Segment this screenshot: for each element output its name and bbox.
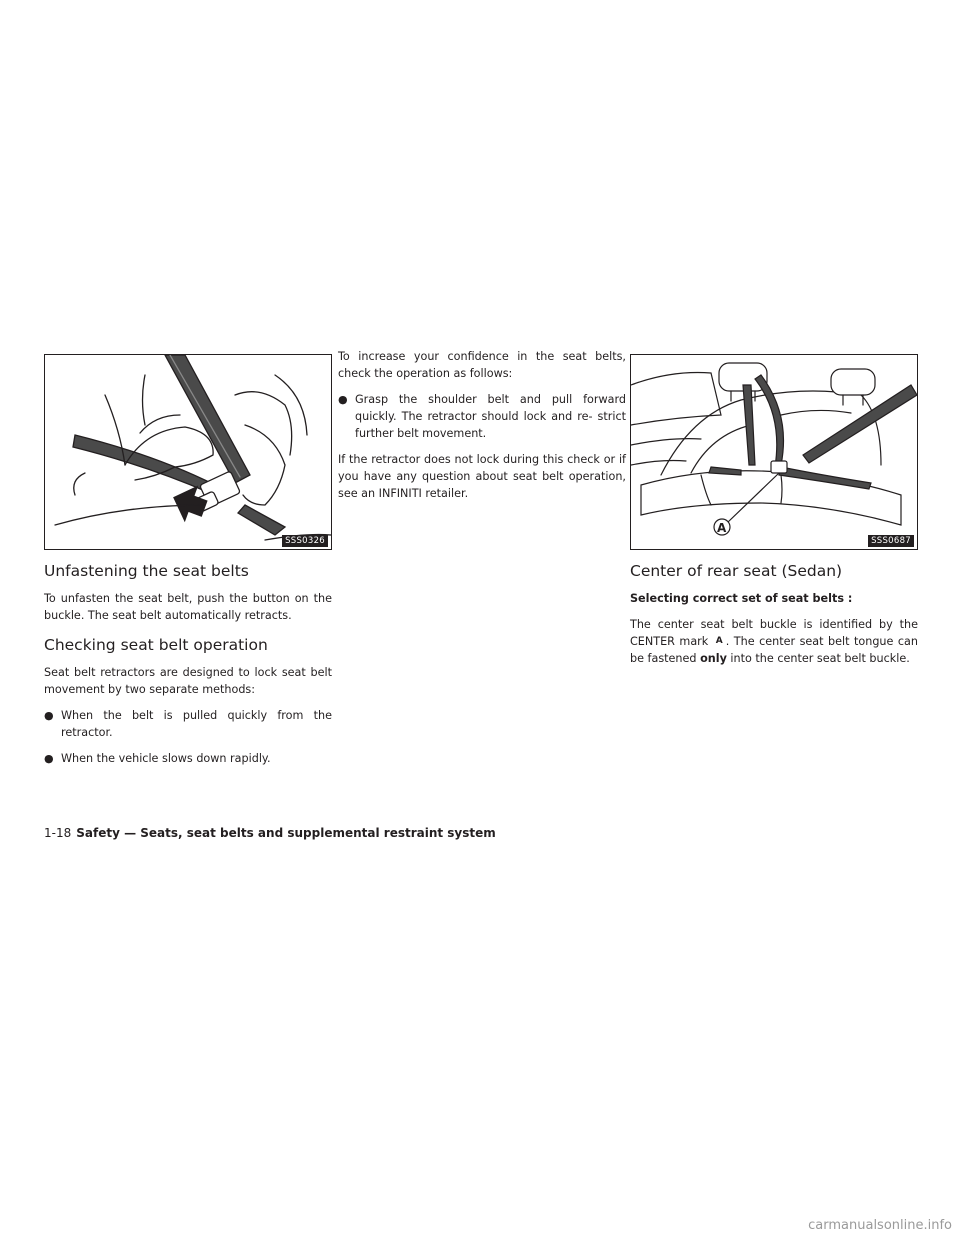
bullet-icon: ● — [44, 752, 54, 765]
heading-center-rear: Center of rear seat (Sedan) — [630, 562, 843, 580]
list-item — [44, 707, 332, 741]
figure-unfastening-belt — [44, 354, 332, 550]
text-segment: . The center seat belt tongue can be fastened — [630, 635, 918, 665]
column-right — [630, 354, 918, 676]
section-title: Safety — Seats, seat belts and supplemental restraint system — [76, 826, 496, 840]
text-segment: into the center seat belt buckle. — [730, 652, 910, 665]
callout-label: A — [717, 521, 727, 535]
paragraph-retailer: If the retractor does not lock during this check or if you have any question about seat belt operation, see an INFINITI retailer. — [338, 453, 626, 500]
figure-code: SSS0326 — [282, 535, 328, 547]
list-item — [44, 750, 332, 767]
column-middle — [338, 350, 626, 511]
callout-a-icon: A — [715, 636, 723, 646]
paragraph-center-mark — [630, 616, 918, 667]
heading-checking: Checking seat belt operation — [44, 636, 268, 654]
bullet-text: When the belt is pulled quickly from the retractor. — [61, 709, 332, 739]
emphasis-only: only — [700, 652, 727, 665]
figure-rear-seat — [630, 354, 918, 550]
watermark[interactable]: carmanualsonline.info — [808, 1218, 952, 1233]
paragraph-intro: To increase your confidence in the seat belts, check the operation as follows: — [338, 350, 626, 380]
page-footer — [44, 826, 496, 840]
bullet-icon: ● — [44, 709, 54, 722]
subheading-selecting: Selecting correct set of seat belts : — [630, 592, 853, 605]
buckle-illustration — [45, 355, 331, 549]
bullet-text: When the vehicle slows down rapidly. — [61, 752, 271, 765]
rear-seat-illustration — [631, 355, 917, 549]
bullet-icon: ● — [338, 393, 348, 406]
paragraph-unfastening: To unfasten the seat belt, push the button on the buckle. The seat belt automatically retracts. — [44, 592, 332, 622]
bullet-text: Grasp the shoulder belt and pull forward quickly. The retractor should lock and re- strict further belt movement. — [355, 393, 626, 440]
page-number: 1-18 — [44, 826, 72, 840]
paragraph-checking: Seat belt retractors are designed to lock seat belt movement by two separate methods: — [44, 666, 332, 696]
text-segment: The center seat belt buckle is identified by the CENTER mark — [630, 618, 918, 648]
figure-code: SSS0687 — [868, 535, 914, 547]
list-item — [338, 391, 626, 442]
heading-unfastening: Unfastening the seat belts — [44, 562, 249, 580]
column-left — [44, 354, 332, 776]
